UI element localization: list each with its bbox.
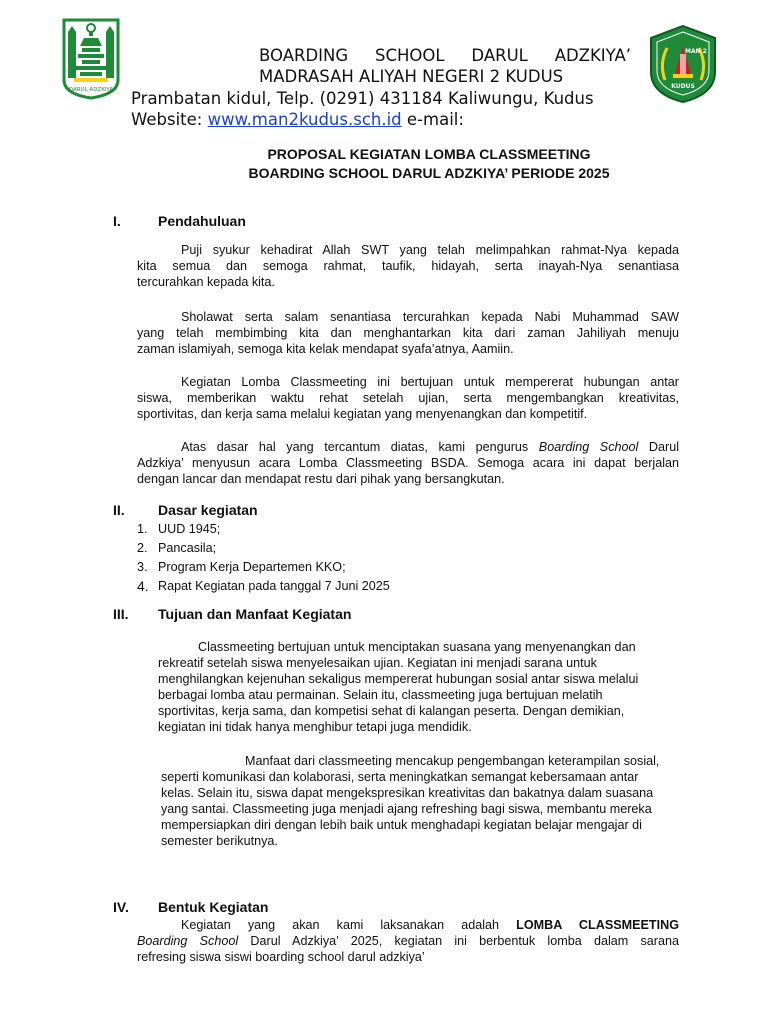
text-line: menghilangkan kejenuhan sekaligus mempererat hubungan sosial antar siswa melalui (158, 672, 639, 686)
proposal-subtitle: BOARDING SCHOOL DARUL ADZKIYA’ PERIODE 2025 (248, 165, 610, 181)
text-line: sportivitas, dan kerja sama melalui kegiatan yang menyenangkan dan kompetitif. (137, 407, 588, 421)
text-line: Puji syukur kehadirat Allah SWT yang telah melimpahkan rahmat-Nya kepada (181, 243, 679, 257)
list-number: 4. (137, 578, 149, 594)
letterhead-contact (131, 110, 464, 130)
section-3-paragraph-1 (158, 639, 688, 735)
text-line: siswa, memberikan waktu rehat setelah ujian, serta mengembangkan kreativitas, (137, 391, 679, 405)
bold-text: LOMBA CLASSMEETING (516, 918, 679, 932)
text-line: yang santai. Classmeeting juga menjadi ajang refreshing bagi siswa, membantu mereka (161, 802, 652, 816)
list-text: UUD 1945; (158, 522, 221, 536)
text-line: Sholawat serta salam senantiasa tercurahkan kepada Nabi Muhammad SAW (181, 310, 679, 324)
section-4-title: Bentuk Kegiatan (158, 899, 269, 915)
text-run: Darul Adzkiya’ 2025, kegiatan ini berbentuk lomba dalam sarana (238, 934, 680, 948)
list-number: 2. (137, 541, 148, 555)
list-text: Program Kerja Departemen KKO; (158, 560, 346, 574)
section-1-title: Pendahuluan (158, 213, 246, 229)
section-3-title: Tujuan dan Manfaat Kegiatan (158, 606, 352, 622)
text-line: Classmeeting bertujuan untuk menciptakan suasana yang menyenangkan dan (198, 640, 636, 654)
text-line: seperti komunikasi dan kolaborasi, serta meningkatkan semangat kebersamaan antar (161, 770, 639, 784)
section-1-paragraph-1 (137, 242, 679, 290)
text-line: Kegiatan Lomba Classmeeting ini bertujuan untuk mempererat hubungan antar (181, 375, 679, 389)
text-line (137, 933, 679, 949)
list-number: 1. (137, 522, 148, 536)
text-line: kegiatan ini tidak hanya menghibur tetapi juga mendidik. (158, 720, 472, 734)
list-item (137, 558, 390, 577)
list-item (137, 577, 390, 596)
text-line (137, 439, 679, 455)
logo-right-top-text: MAN 2 (685, 48, 707, 55)
website-label: Website: (131, 110, 208, 129)
letterhead-madrasah: MADRASAH ALIYAH NEGERI 2 KUDUS (259, 67, 564, 86)
text-line: Manfaat dari classmeeting mencakup pengembangan keterampilan sosial, (245, 754, 660, 768)
text-run: Darul (638, 440, 680, 454)
text-line: Adzkiya’ menyusun acara Lomba Classmeeting BSDA. Semoga acara ini dapat berjalan (137, 456, 679, 470)
email-label: e-mail: (401, 110, 464, 129)
italic-text: Boarding School (137, 934, 239, 948)
list-item (137, 520, 390, 539)
list-item (137, 539, 390, 558)
section-1-paragraph-3 (137, 374, 679, 422)
letterhead-word: BOARDING (259, 46, 349, 65)
section-1-paragraph-4 (137, 439, 679, 487)
text-line: sportivitas, kerja sama, dan kompetisi sehat di kalangan peserta. Dengan demikian, (158, 704, 625, 718)
boarding-school-logo (58, 16, 124, 100)
letterhead-word: SCHOOL (375, 46, 445, 65)
man2-kudus-emblem (647, 24, 719, 104)
section-2-number: II. (113, 502, 125, 518)
section-3-paragraph-2 (161, 753, 691, 849)
text-line: semester berikutnya. (161, 834, 278, 848)
section-2-title: Dasar kegiatan (158, 502, 258, 518)
text-line: refresing siswa siswi boarding school darul adzkiya’ (137, 950, 425, 964)
proposal-title: PROPOSAL KEGIATAN LOMBA CLASSMEETING (267, 146, 591, 162)
text-line: yang telah membimbing kita dan menghantarkan kita dari zaman Jahiliyah menuju (137, 326, 679, 340)
text-line: tercurahkan kepada kita. (137, 275, 275, 289)
letterhead-address: Prambatan kidul, Telp. (0291) 431184 Kaliwungu, Kudus (131, 89, 594, 108)
section-1-number: I. (113, 213, 121, 229)
text-line: zaman islamiyah, semoga kita kelak mendapat syafa’atnya, Aamiin. (137, 342, 514, 356)
website-link[interactable]: www.man2kudus.sch.id (207, 110, 402, 129)
list-number: 3. (137, 560, 148, 574)
section-3-number: III. (113, 606, 129, 622)
text-line: berbagai lomba atau permainan. Selain itu, classmeeting juga bertujuan melatih (158, 688, 603, 702)
text-line: dengan lancar dan mendapat restu dari pihak yang bersangkutan. (137, 472, 505, 486)
section-4-paragraph (137, 917, 679, 965)
text-run: Atas dasar hal yang tercantum diatas, kami pengurus (181, 440, 539, 454)
list-text: Rapat Kegiatan pada tanggal 7 Juni 2025 (158, 579, 390, 593)
letterhead-school-name (259, 46, 631, 66)
logo-left-text: DARUL ADZKIYA (68, 87, 114, 93)
text-line: mempersiapkan diri dengan lebih baik untuk menghadapi kegiatan belajar mengajar di (161, 818, 642, 832)
list-text: Pancasila; (158, 541, 217, 555)
text-line: kelas. Selain itu, siswa dapat mengekspresikan kreativitas dan bakatnya dalam suasana (161, 786, 654, 800)
letterhead-word: DARUL (471, 46, 528, 65)
italic-text: Boarding School (538, 440, 639, 454)
text-line (137, 917, 679, 933)
text-line: kita semua dan semoga rahmat, taufik, hidayah, serta inayah-Nya senantiasa (137, 259, 679, 273)
text-line: rekreatif setelah siswa menyelesaikan ujian. Kegiatan ini menjadi sarana untuk (158, 656, 597, 670)
legal-basis-list (137, 520, 390, 596)
letterhead-word: ADZKIYA’ (554, 46, 631, 65)
text-run: Kegiatan yang akan kami laksanakan adalah (181, 918, 517, 932)
logo-right-bottom-text: KUDUS (671, 83, 695, 90)
section-4-number: IV. (113, 899, 129, 915)
section-1-paragraph-2 (137, 309, 679, 357)
